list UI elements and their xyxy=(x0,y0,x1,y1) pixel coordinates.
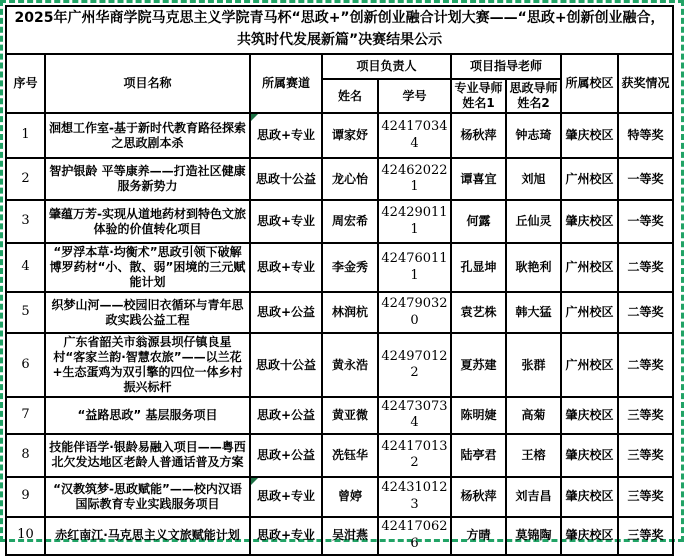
cell-project-name[interactable]: “罗浮本草·均衡术”思政引领下破解博罗药材“小、散、弱”困境的三元赋能计划 xyxy=(45,243,250,292)
cell-student-id[interactable]: 424970122 xyxy=(378,333,451,397)
cell-leader-name[interactable]: 林润杭 xyxy=(322,292,378,333)
header-advisors-group[interactable]: 项目指导老师 xyxy=(451,54,561,79)
cell-track-label: 思政+专业 xyxy=(256,528,316,542)
cell-project-name[interactable]: “益路思政” 基层服务项目 xyxy=(45,397,250,434)
cell-advisor2[interactable]: 莫锦陶 xyxy=(506,517,561,555)
cell-campus[interactable]: 广州校区 xyxy=(561,243,618,292)
header-student-id[interactable]: 学号 xyxy=(378,79,451,113)
cell-advisor1[interactable]: 袁艺株 xyxy=(451,292,506,333)
cell-project-name[interactable]: 洄想工作室-基于新时代教育路径探索之思政剧本杀 xyxy=(45,113,250,158)
cell-project-name[interactable]: 肇蕴万芳-实现从道地药材到特色文旅体验的价值转化项目 xyxy=(45,200,250,243)
cell-leader-name[interactable]: 曾婷 xyxy=(322,477,378,517)
cell-student-id[interactable]: 424290111 xyxy=(378,200,451,243)
table-row xyxy=(6,333,673,397)
cell-advisor2[interactable]: 张群 xyxy=(506,333,561,397)
page-title: 2025年广州华商学院马克思主义学院青马杯“思政+”创新创业融合计划大赛——“思政+创新创业融合，共筑时代发展新篇”决赛结果公示 xyxy=(6,6,673,54)
cell-track[interactable] xyxy=(250,333,322,397)
table-row xyxy=(6,243,673,292)
table-row xyxy=(6,200,673,243)
cell-award[interactable]: 一等奖 xyxy=(618,158,673,200)
cell-row-number[interactable]: 4 xyxy=(6,243,45,292)
table-row xyxy=(6,477,673,517)
cell-campus[interactable]: 肇庆校区 xyxy=(561,434,618,477)
cell-award[interactable]: 二等奖 xyxy=(618,333,673,397)
cell-track[interactable] xyxy=(250,397,322,434)
cell-advisor1[interactable]: 杨秋萍 xyxy=(451,113,506,158)
cell-campus[interactable]: 肇庆校区 xyxy=(561,517,618,555)
cell-student-id[interactable]: 424620221 xyxy=(378,158,451,200)
cell-track-label: 思政+公益 xyxy=(256,447,316,462)
cell-award[interactable]: 三等奖 xyxy=(618,477,673,517)
cell-advisor1[interactable]: 何露 xyxy=(451,200,506,243)
cell-award[interactable]: 二等奖 xyxy=(618,292,673,333)
header-track[interactable]: 所属赛道 xyxy=(250,54,322,113)
table-row xyxy=(6,434,673,477)
cell-student-id[interactable]: 424730734 xyxy=(378,397,451,434)
table-row xyxy=(6,292,673,333)
cell-track[interactable] xyxy=(250,517,322,555)
header-project-name[interactable]: 项目名称 xyxy=(45,54,250,113)
cell-leader-name[interactable]: 龙心怡 xyxy=(322,158,378,200)
cell-leader-name[interactable]: 谭家妤 xyxy=(322,113,378,158)
results-table xyxy=(5,5,674,556)
text-format-indicator xyxy=(251,478,258,485)
cell-leader-name[interactable]: 黄亚微 xyxy=(322,397,378,434)
cell-campus[interactable]: 广州校区 xyxy=(561,158,618,200)
cell-award[interactable]: 三等奖 xyxy=(618,397,673,434)
cell-project-name[interactable]: 织梦山河——校园旧衣循环与青年思政实践公益工程 xyxy=(45,292,250,333)
cell-leader-name[interactable]: 黄永浩 xyxy=(322,333,378,397)
title-row xyxy=(6,6,673,54)
cell-student-id[interactable]: 424170132 xyxy=(378,434,451,477)
cell-row-number[interactable]: 1 xyxy=(6,113,45,158)
table-row xyxy=(6,517,673,555)
cell-student-id[interactable]: 424310123 xyxy=(378,477,451,517)
cell-student-id[interactable]: 424760111 xyxy=(378,243,451,292)
table-row xyxy=(6,158,673,200)
cell-row-number[interactable]: 10 xyxy=(6,517,45,555)
header-leader-name[interactable]: 姓名 xyxy=(322,79,378,113)
header-award[interactable]: 获奖情况 xyxy=(618,54,673,113)
cell-row-number[interactable]: 8 xyxy=(6,434,45,477)
cell-leader-name[interactable]: 冼钰华 xyxy=(322,434,378,477)
cell-campus[interactable]: 肇庆校区 xyxy=(561,477,618,517)
table-row xyxy=(6,397,673,434)
cell-campus[interactable]: 广州校区 xyxy=(561,333,618,397)
table-row xyxy=(6,113,673,158)
cell-track-label: 思政+专业 xyxy=(256,214,316,228)
cell-row-number[interactable]: 6 xyxy=(6,333,45,397)
cell-advisor2[interactable]: 高菊 xyxy=(506,397,561,434)
cell-advisor2[interactable]: 钟志琦 xyxy=(506,113,561,158)
cell-campus[interactable]: 肇庆校区 xyxy=(561,113,618,158)
cell-track[interactable] xyxy=(250,113,322,158)
header-row-groups xyxy=(6,54,673,79)
cell-advisor1[interactable]: 杨秋萍 xyxy=(451,477,506,517)
cell-leader-name[interactable]: 周宏希 xyxy=(322,200,378,243)
cell-advisor1[interactable]: 孔显坤 xyxy=(451,243,506,292)
cell-row-number[interactable]: 5 xyxy=(6,292,45,333)
header-advisor1[interactable]: 专业导师姓名1 xyxy=(451,79,506,113)
cell-track[interactable] xyxy=(250,200,322,243)
cell-track-label: 思政+专业 xyxy=(256,128,316,142)
cell-project-name[interactable]: 广东省韶关市翁源县坝仔镇良星村“客家兰韵·智慧农旅”——以兰花+生态蛋鸡为双引擎的四位一体乡村振兴标杆 xyxy=(45,333,250,397)
cell-advisor1[interactable]: 陆亭君 xyxy=(451,434,506,477)
cell-track-label: 思政+专业 xyxy=(256,489,316,503)
cell-award[interactable]: 一等奖 xyxy=(618,200,673,243)
cell-advisor2[interactable]: 韩大猛 xyxy=(506,292,561,333)
cell-track[interactable] xyxy=(250,434,322,477)
header-leader-group[interactable]: 项目负责人 xyxy=(322,54,451,79)
header-campus[interactable]: 所属校区 xyxy=(561,54,618,113)
cell-advisor2[interactable]: 刘旭 xyxy=(506,158,561,200)
cell-student-id[interactable]: 424170344 xyxy=(378,113,451,158)
cell-project-name[interactable]: 智护银龄 平等康养——打造社区健康服务新势力 xyxy=(45,158,250,200)
cell-project-name[interactable]: “汉教筑梦-思政赋能”——校内汉语国际教育专业实践服务项目 xyxy=(45,477,250,517)
cell-award[interactable]: 二等奖 xyxy=(618,243,673,292)
cell-track[interactable] xyxy=(250,158,322,200)
cell-campus[interactable]: 广州校区 xyxy=(561,292,618,333)
cell-track[interactable] xyxy=(250,243,322,292)
text-format-indicator xyxy=(251,114,258,121)
cell-student-id[interactable]: 424790320 xyxy=(378,292,451,333)
cell-track-label: 思政十公益 xyxy=(255,171,316,186)
header-no[interactable]: 序号 xyxy=(6,54,45,113)
cell-advisor1[interactable]: 谭喜宜 xyxy=(451,158,506,200)
cell-track-label: 思政+专业 xyxy=(256,260,316,274)
cell-campus[interactable]: 肇庆校区 xyxy=(561,200,618,243)
cell-project-name[interactable]: 技能伴语学·银龄易融入项目——粤西北欠发达地区老龄人普通话普及方案 xyxy=(45,434,250,477)
cell-campus[interactable]: 肇庆校区 xyxy=(561,397,618,434)
cell-row-number[interactable]: 7 xyxy=(6,397,45,434)
header-advisor2[interactable]: 思政导师姓名2 xyxy=(506,79,561,113)
cell-award[interactable]: 特等奖 xyxy=(618,113,673,158)
cell-track[interactable] xyxy=(250,477,322,517)
table-body xyxy=(6,113,673,555)
cell-track-label: 思政+公益 xyxy=(256,305,316,319)
cell-leader-name[interactable]: 李金秀 xyxy=(322,243,378,292)
cell-advisor1[interactable]: 方晴 xyxy=(451,517,506,555)
cell-advisor1[interactable]: 陈明婕 xyxy=(451,397,506,434)
cell-track[interactable] xyxy=(250,292,322,333)
cell-row-number[interactable]: 9 xyxy=(6,477,45,517)
cell-student-id[interactable]: 424170626 xyxy=(378,517,451,555)
cell-advisor2[interactable]: 刘吉昌 xyxy=(506,477,561,517)
cell-advisor2[interactable]: 丘仙灵 xyxy=(506,200,561,243)
cell-advisor2[interactable]: 王榕 xyxy=(506,434,561,477)
cell-row-number[interactable]: 3 xyxy=(6,200,45,243)
cell-leader-name[interactable]: 吴泔燕 xyxy=(322,517,378,555)
cell-award[interactable]: 三等奖 xyxy=(618,517,673,555)
cell-track-label: 思政+公益 xyxy=(256,407,316,422)
cell-track-label: 思政十公益 xyxy=(255,357,316,372)
cell-project-name[interactable]: 赤红南江·马克思主义文旅赋能计划 xyxy=(45,517,250,555)
cell-award[interactable]: 三等奖 xyxy=(618,434,673,477)
cell-advisor2[interactable]: 耿艳利 xyxy=(506,243,561,292)
cell-advisor1[interactable]: 夏苏建 xyxy=(451,333,506,397)
cell-row-number[interactable]: 2 xyxy=(6,158,45,200)
